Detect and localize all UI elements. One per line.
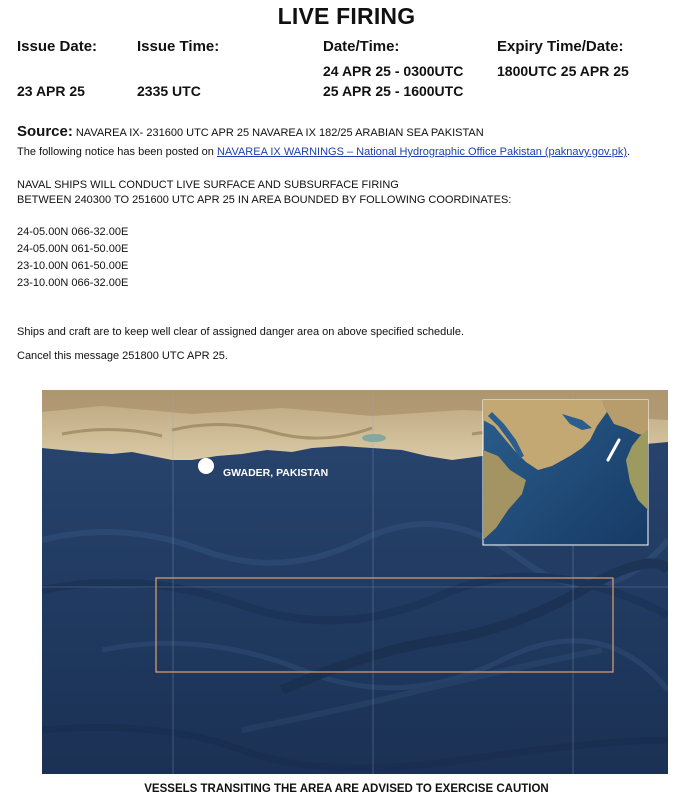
expiry-value: 1800UTC 25 APR 25	[497, 63, 629, 79]
datetime-end-value: 25 APR 25 - 1600UTC	[323, 83, 464, 99]
gwader-label: GWADER, PAKISTAN	[223, 467, 329, 479]
expiry-label: Expiry Time/Date:	[497, 38, 624, 55]
source-line	[17, 123, 484, 141]
issue-date-value: 23 APR 25	[17, 83, 85, 99]
navarea-warnings-link[interactable]: NAVAREA IX WARNINGS – National Hydrographic Office Pakistan (paknavy.gov.pk)	[216, 146, 627, 158]
notice-suffix: .	[627, 146, 631, 158]
issue-time-label: Issue Time:	[137, 38, 220, 55]
page-title: LIVE FIRING	[277, 3, 416, 29]
cancel-text: Cancel this message 251800 UTC APR 25.	[17, 350, 228, 362]
satellite-map	[42, 390, 668, 774]
lagoon	[362, 434, 386, 442]
notice-line	[17, 146, 630, 158]
datetime-start-value: 24 APR 25 - 0300UTC	[323, 63, 464, 79]
caution-caption: VESSELS TRANSITING THE AREA ARE ADVISED TO EXERCISE CAUTION	[144, 783, 549, 795]
issue-time-value: 2335 UTC	[137, 83, 201, 99]
source-label: Source:	[17, 123, 73, 140]
map-svg	[42, 390, 668, 774]
datetime-label: Date/Time:	[323, 38, 400, 55]
gwader-marker	[198, 458, 214, 474]
inset-map	[483, 400, 648, 545]
coordinate-3: 23-10.00N 061-50.00E	[17, 260, 129, 272]
coordinate-4: 23-10.00N 066-32.00E	[17, 277, 129, 289]
issue-date-label: Issue Date:	[17, 38, 98, 55]
advice-text: Ships and craft are to keep well clear of assigned danger area on above specified schedule.	[17, 326, 465, 338]
coordinate-2: 24-05.00N 061-50.00E	[17, 243, 129, 255]
source-text: NAVAREA IX- 231600 UTC APR 25 NAVAREA IX 182/25 ARABIAN SEA PAKISTAN	[75, 127, 484, 139]
notice-prefix: The following notice has been posted on	[17, 146, 217, 158]
coordinate-1: 24-05.00N 066-32.00E	[17, 226, 129, 238]
warning-line-2: BETWEEN 240300 TO 251600 UTC APR 25 IN AREA BOUNDED BY FOLLOWING COORDINATES:	[17, 194, 512, 206]
warning-line-1: NAVAL SHIPS WILL CONDUCT LIVE SURFACE AND SUBSURFACE FIRING	[17, 179, 399, 191]
